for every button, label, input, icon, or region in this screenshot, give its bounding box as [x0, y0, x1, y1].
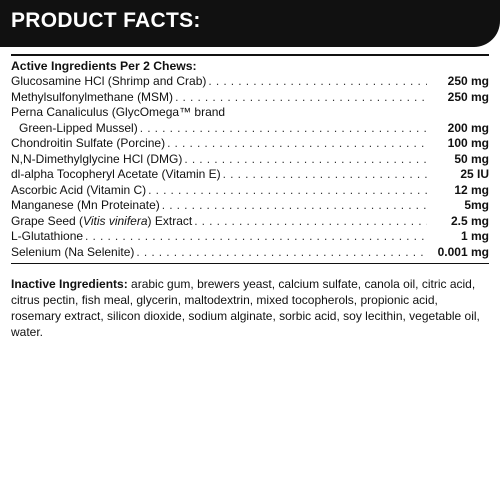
- ingredient-amount: 12 mg: [454, 182, 489, 197]
- leader-dots: [184, 152, 427, 168]
- ingredient-name: Selenium (Na Selenite): [11, 244, 135, 259]
- ingredient-row: [11, 198, 489, 214]
- ingredient-row: [11, 167, 489, 183]
- ingredient-name: Perna Canaliculus (GlycOmega™ brand: [11, 105, 226, 119]
- ingredient-name: Ascorbic Acid (Vitamin C): [11, 182, 147, 197]
- leader-dots: [175, 90, 427, 106]
- leader-dots: [223, 167, 427, 183]
- top-rule: [11, 54, 489, 56]
- active-ingredients-list: [11, 74, 489, 260]
- inactive-ingredients-text: arabic gum, brewers yeast, calcium sulfate, canola oil, citric acid, citrus pectin, fish meal, glycerin, maltodextrin, mixed tocopherols, propionic acid, rosemary extract, silicon dioxide, sodium alginate, sorbic acid, soy lecithin, vegetable oil, water.: [11, 277, 480, 339]
- leader-dots: [140, 121, 427, 137]
- header-banner: [0, 0, 500, 47]
- leader-dots: [136, 245, 427, 261]
- ingredient-row: [11, 152, 489, 168]
- leader-dots: [208, 74, 427, 90]
- section-divider: [11, 263, 489, 264]
- ingredient-amount: 250 mg: [447, 74, 489, 88]
- leader-dots: [194, 214, 427, 230]
- page-title: PRODUCT FACTS:: [11, 9, 201, 32]
- ingredient-name: N,N-Dimethylglycine HCl (DMG): [11, 151, 183, 166]
- leader-dots: [85, 229, 427, 245]
- leader-dots: [148, 183, 427, 199]
- ingredient-row: [11, 136, 489, 152]
- ingredient-amount: 200 mg: [447, 120, 489, 135]
- ingredient-row: [11, 121, 489, 137]
- ingredient-name: Green-Lipped Mussel): [19, 120, 138, 135]
- ingredient-amount: 25 IU: [460, 167, 489, 181]
- inactive-ingredients: [11, 276, 489, 340]
- ingredient-name: Methylsulfonylmethane (MSM): [11, 89, 174, 104]
- ingredient-name: L-Glutathione: [11, 229, 84, 243]
- active-ingredients-title: Active Ingredients Per 2 Chews:: [11, 59, 197, 73]
- ingredient-amount: 5mg: [464, 198, 489, 212]
- ingredient-row: [11, 229, 489, 245]
- ingredient-row: [11, 245, 489, 261]
- ingredient-row: [11, 74, 489, 90]
- ingredient-row: [11, 90, 489, 106]
- ingredient-row: [11, 214, 489, 230]
- ingredient-name: Glucosamine HCl (Shrimp and Crab): [11, 74, 207, 88]
- leader-dots: [162, 198, 427, 214]
- ingredient-row: [11, 105, 489, 121]
- facts-panel: [11, 54, 489, 340]
- ingredient-amount: 50 mg: [454, 151, 489, 166]
- ingredient-amount: 100 mg: [447, 136, 489, 150]
- ingredient-name: dl-alpha Tocopheryl Acetate (Vitamin E): [11, 167, 221, 181]
- ingredient-name: Chondroitin Sulfate (Porcine): [11, 136, 166, 150]
- ingredient-amount: 0.001 mg: [437, 244, 489, 259]
- inactive-ingredients-label: Inactive Ingredients:: [11, 277, 128, 291]
- ingredient-name: Manganese (Mn Proteinate): [11, 198, 160, 212]
- ingredient-amount: 250 mg: [447, 89, 489, 104]
- ingredient-row: [11, 183, 489, 199]
- ingredient-amount: 1 mg: [460, 229, 489, 243]
- leader-dots: [167, 136, 427, 152]
- ingredient-amount: 2.5 mg: [450, 213, 489, 228]
- ingredient-name: Grape Seed (Vitis vinifera) Extract: [11, 213, 193, 228]
